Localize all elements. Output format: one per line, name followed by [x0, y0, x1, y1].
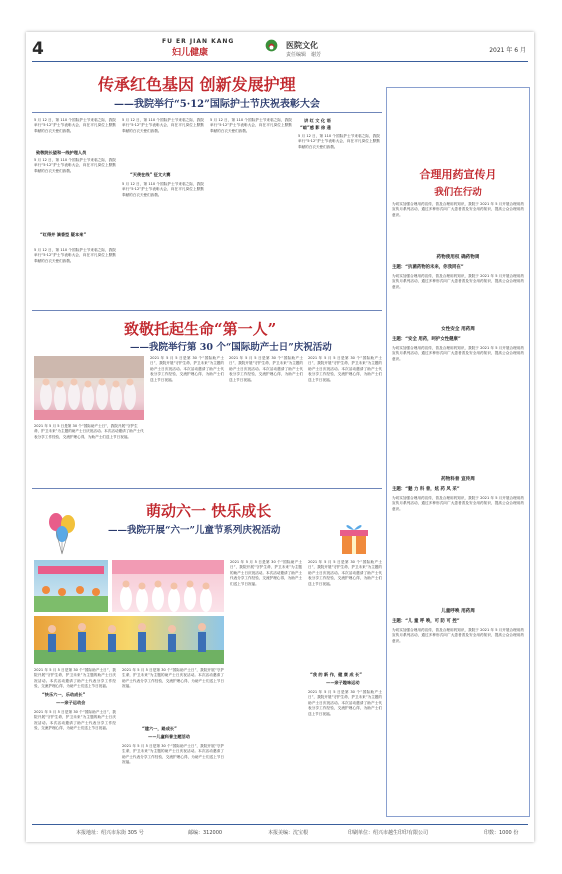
article1-title: 传承红色基因 创新发展护理 [98, 75, 296, 94]
sidebar-subtitle: 我们在行动 [434, 187, 482, 198]
sidebar-section-1-theme: 主题：“抗菌药物的未来，你我同在” [392, 265, 464, 270]
article3-subtitle: ——我院开展“六一”儿童节系列庆祝活动 [108, 525, 281, 536]
article3-body-2: 2021 年 5 月 5 日是第 30 个“国际助产士日”，我院开展“守护生命，护卫未来”为主题的助产士日庆祝活动。本次活动邀请了助产士代表分享工作经验，交流护理心得，为助产士们送上节日祝福。 [34, 710, 116, 731]
group-photo-figures [34, 356, 144, 420]
children-party-figures [112, 560, 224, 612]
article3-subhead-2b: ——儿童科普主题活动 [148, 734, 190, 739]
sidebar-title: 合理用药宣传月 [419, 168, 497, 181]
article1-body-2: 5 月 12 日，第 110 个国际护士节来临之际，我院举行“5·12”护士节表彰大会，向在平凡岗位上默默奉献的白衣天使们致敬。 [34, 248, 116, 263]
footer-copies: 印数：1000 份 [484, 830, 519, 836]
hospital-logo-icon [265, 39, 278, 52]
page-header [32, 35, 528, 62]
gift-box-icon [336, 518, 372, 558]
article1-subhead-4: 讲 红 文 化 语 [304, 118, 331, 123]
page-number: 4 [32, 39, 44, 59]
article2-body-3: 2021 年 5 月 5 日是第 30 个“国际助产士日”，我院开展“守护生命，护卫未来”为主题的助产士日庆祝活动。本次活动邀请了助产士代表分享工作经验，交流护理心得，为助产士们送上节日祝福。 [308, 356, 382, 382]
sidebar-section-3-body: 为切实加强合理用药宣传，普及合理用药知识，我院于 2021 年 5 月开展合理用药宣传月系列活动，通过多种形式向广大患者普及安全用药知识，提高公众合理用药意识。 [392, 496, 524, 511]
sidebar-section-1: 药物使用权 确药物周 [436, 255, 480, 260]
sidebar-intro: 为切实加强合理用药宣传，普及合理用药知识，我院于 2021 年 5 月开展合理用药宣传月系列活动，通过多种形式向广大患者普及安全用药知识，提高公众合理用药意识。 [392, 202, 524, 217]
footer-postcode: 邮编：312000 [188, 830, 223, 836]
children-party-photo [112, 560, 224, 612]
article3-subhead-1: “快乐六一，乐动成长” [42, 692, 86, 697]
editors: 责任编辑 谢芳 [286, 52, 322, 58]
article3-subhead-3: “我 的 新 作，健 康 成 长” [310, 672, 362, 677]
article3-body-4: 2021 年 5 月 5 日是第 30 个“国际助产士日”，我院开展“守护生命，护卫未来”为主题的助产士日庆祝活动。本次活动邀请了助产士代表分享工作经验，交流护理心得，为助产士们送上节日祝福。 [122, 744, 224, 765]
sidebar-section-3: 药物科普 宣传周 [441, 477, 475, 482]
divider [32, 488, 382, 489]
masthead: 妇儿健康 [172, 48, 209, 58]
sidebar-section-2: 女性安全 用药周 [441, 327, 475, 332]
sidebar-medication-month [386, 87, 530, 817]
masthead-pinyin: FU ER JIAN KANG [162, 38, 235, 45]
issue-date: 2021 年 6 月 [489, 47, 526, 54]
sidebar-section-2-theme: 主题：“安全 用药，呵护女性健康” [392, 337, 461, 342]
article3-title: 萌动六一 快乐成长 [146, 502, 272, 520]
divider [32, 310, 382, 311]
sidebar-section-3-theme: 主题：“魅 力 科 普，炫 药 风 采” [392, 487, 460, 492]
article1-subhead-3: “天使在线” 征文大赛 [130, 172, 171, 177]
article1-body-5: 5 月 12 日，第 110 个国际护士节来临之际，我院举行“5·12”护士节表彰大会，向在平凡岗位上默默奉献的白衣天使们致敬。 [210, 118, 292, 133]
article1-body-6: 5 月 12 日，第 110 个国际护士节来临之际，我院举行“5·12”护士节表彰大会，向在平凡岗位上默默奉献的白衣天使们致敬。 [298, 134, 380, 149]
footer-printer: 印刷单位：绍兴市越生印印有限公司 [348, 830, 429, 836]
article3-body-7: 2021 年 5 月 5 日是第 30 个“国际助产士日”，我院开展“守护生命，护卫未来”为主题的助产士日庆祝活动。本次活动邀请了助产士代表分享工作经验，交流护理心得，为助产士们送上节日祝福。 [308, 690, 382, 716]
article1-subhead-2: “红得并 滴香型 疑本来” [40, 232, 87, 237]
sports-meet-figures [34, 560, 108, 612]
balloons-icon [46, 512, 80, 556]
article1-body-3: 5 月 12 日，第 110 个国际护士节来临之际，我院举行“5·12”护士节表彰大会，向在平凡岗位上默默奉献的白衣天使们致敬。 [122, 118, 204, 133]
article1-body-4: 5 月 12 日，第 110 个国际护士节来临之际，我院举行“5·12”护士节表彰大会，向在平凡岗位上默默奉献的白衣天使们致敬。 [122, 182, 204, 197]
article3-subhead-1b: ——亲子运动会 [56, 700, 86, 705]
article1-lead: 5 月 12 日，第 110 个国际护士节来临之际，我院举行“5·12”护士节表彰大会，向在平凡岗位上默默奉献的白衣天使们致敬。 [34, 118, 116, 133]
article2-body-1: 2021 年 5 月 5 日是第 30 个“国际助产士日”，我院开展“守护生命，护卫未来”为主题的助产士日庆祝活动。本次活动邀请了助产士代表分享工作经验，交流护理心得，为助产士们送上节日祝福。 [150, 356, 224, 382]
sidebar-section-4-body: 为切实加强合理用药宣传，普及合理用药知识，我院于 2021 年 5 月开展合理用药宣传月系列活动，通过多种形式向广大患者普及安全用药知识，提高公众合理用药意识。 [392, 628, 524, 643]
newspaper-page [26, 32, 534, 842]
article3-body-1: 2021 年 5 月 5 日是第 30 个“国际助产士日”，我院开展“守护生命，护卫未来”为主题的助产士日庆祝活动。本次活动邀请了助产士代表分享工作经验，交流护理心得，为助产士们送上节日祝福。 [34, 668, 116, 688]
article1-subhead-5: “暗”感 影 徐 通 [300, 125, 331, 130]
article1-body-1: 5 月 12 日，第 110 个国际护士节来临之际，我院举行“5·12”护士节表彰大会，向在平凡岗位上默默奉献的白衣天使们致敬。 [34, 158, 116, 173]
article2-body-2: 2021 年 5 月 5 日是第 30 个“国际助产士日”，我院开展“守护生命，护卫未来”为主题的助产士日庆祝活动。本次活动邀请了助产士代表分享工作经验，交流护理心得，为助产士们送上节日祝福。 [229, 356, 303, 382]
sidebar-section-2-body: 为切实加强合理用药宣传，普及合理用药知识，我院于 2021 年 5 月开展合理用药宣传月系列活动，通过多种形式向广大患者普及安全用药知识，提高公众合理用药意识。 [392, 346, 524, 361]
article1-subtitle: ——我院举行“5·12”国际护士节庆祝表彰大会 [114, 99, 320, 110]
article2-caption: 2021 年 5 月 5 日是第 30 个“国际助产士日”，我院开展“守护生命，护卫未来”为主题的助产士日庆祝活动。本次活动邀请了助产士代表分享工作经验，交流护理心得，为助产士们送上节日祝福。 [34, 424, 144, 439]
article3-subhead-2: “建六一，路成长” [142, 726, 177, 731]
activity-figures [34, 616, 224, 664]
article1-subhead-1: 致敬院长望和一线护理人员 [36, 150, 87, 155]
sidebar-section-4: 儿童呼唤 用药周 [441, 609, 475, 614]
midwives-group-photo [34, 356, 144, 420]
article3-body-6: 2021 年 5 月 5 日是第 30 个“国际助产士日”，我院开展“守护生命，护卫未来”为主题的助产士日庆祝活动。本次活动邀请了助产士代表分享工作经验，交流护理心得，为助产士们送上节日祝福。 [308, 560, 382, 586]
article3-subhead-3b: ——亲子趣味运动 [326, 680, 360, 685]
section-name: 医院文化 [286, 41, 318, 50]
sidebar-section-1-body: 为切实加强合理用药宣传，普及合理用药知识，我院于 2021 年 5 月开展合理用药宣传月系列活动，通过多种形式向广大患者普及安全用药知识，提高公众合理用药意识。 [392, 274, 524, 289]
article3-body-5: 2021 年 5 月 5 日是第 30 个“国际助产士日”，我院开展“守护生命，护卫未来”为主题的助产士日庆祝活动。本次活动邀请了助产士代表分享工作经验，交流护理心得，为助产士们送上节日祝福。 [230, 560, 302, 586]
page-footer [32, 824, 528, 839]
activity-photo [34, 616, 224, 664]
article2-title: 致敬托起生命“第一人” [124, 320, 277, 338]
sidebar-section-4-theme: 主题：“儿 童 呼 唤，可 防 可 控” [392, 619, 460, 624]
footer-address: 本报地址：绍兴市东街 305 号 [76, 830, 144, 836]
sports-meet-photo [34, 560, 108, 612]
divider [32, 112, 382, 113]
article3-body-3: 2021 年 5 月 5 日是第 30 个“国际助产士日”，我院开展“守护生命，护卫未来”为主题的助产士日庆祝活动。本次活动邀请了助产士代表分享工作经验，交流护理心得，为助产士们送上节日祝福。 [122, 668, 224, 689]
footer-reporter: 本报美编：沈宝根 [268, 830, 309, 836]
article2-subtitle: ——我院举行第 30 个“国际助产士日”庆祝活动 [130, 342, 332, 353]
